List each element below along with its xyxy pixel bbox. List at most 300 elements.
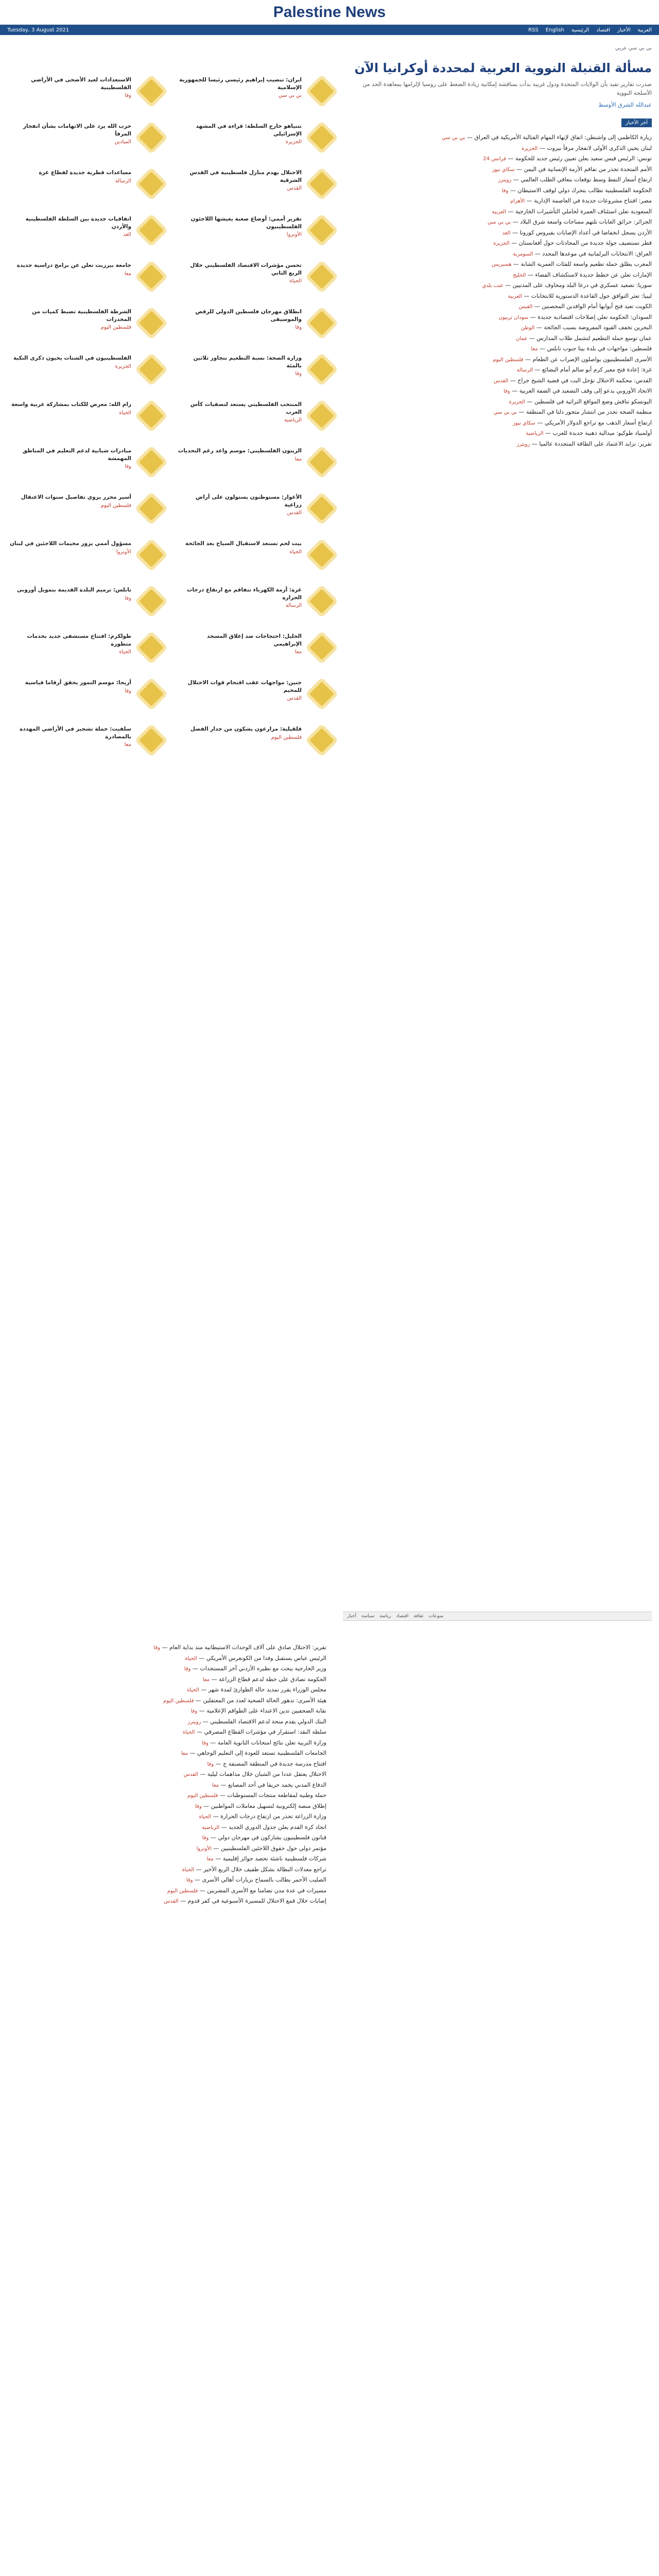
list-item[interactable]: الأمم المتحدة تحذر من تفاقم الأزمة الإنسانية في اليمن — سكاي نيوز	[492, 165, 652, 173]
card-title[interactable]: أريحا: موسم التمور يحقق أرقاما قياسية	[25, 680, 131, 686]
list-item[interactable]: سلطة النقد: استقرار في مؤشرات القطاع المصرفي — الحياة	[182, 1728, 326, 1735]
card-source: الرياضية	[284, 417, 302, 423]
list-item[interactable]: الاتحاد الأوروبي يدعو إلى وقف التصعيد في الضفة الغربية — وفا	[503, 387, 652, 395]
card-text	[7, 76, 131, 98]
tab-item[interactable]: منوعات	[428, 1614, 444, 1619]
card-text	[39, 169, 131, 184]
list-item[interactable]: مؤتمر دولي حول حقوق اللاجئين الفلسطينيين — الأونروا	[196, 1844, 326, 1852]
emblem-icon	[309, 543, 334, 567]
news-source: عنب بلدي	[482, 283, 504, 289]
card-text	[178, 586, 302, 608]
list-item[interactable]: الإمارات تعلن عن خطط جديدة لاستكشاف الفضاء — الخليج	[513, 271, 652, 278]
card-thumbnail[interactable]	[136, 679, 166, 709]
news-card[interactable]	[178, 674, 337, 720]
news-headline[interactable]: مجلس الوزراء يقرر تمديد حالة الطوارئ لمدة شهر	[208, 1686, 326, 1693]
card-text	[17, 262, 131, 277]
news-card[interactable]	[178, 117, 337, 164]
list-item[interactable]: الكويت تعيد فتح أبوابها أمام الوافدين المحصنين — القبس	[518, 303, 652, 310]
card-text	[178, 76, 302, 98]
news-source: الرياضية	[202, 1824, 220, 1831]
news-headline[interactable]: مصر: افتتاح مشروعات جديدة في العاصمة الإدارية	[534, 197, 652, 205]
list-item[interactable]: فلسطين: مواجهات في بلدة بيتا جنوب نابلس — معا	[531, 345, 652, 352]
card-thumbnail[interactable]	[136, 123, 166, 152]
news-source: الرسالة	[516, 367, 533, 374]
news-headline[interactable]: الجزائر: حرائق الغابات تلتهم مساحات واسعة شرق البلاد	[520, 218, 652, 226]
card-source: الميادين	[114, 139, 131, 145]
news-source: الحياة	[185, 1655, 197, 1662]
card-title[interactable]: ايران: تنصيب إبراهيم رئيسي رئيسا للجمهورية الإسلامية	[179, 77, 302, 91]
list-item[interactable]: تونس: الرئيس قيس سعيد يعلن تعيين رئيس جديد للحكومة — فرانس 24	[483, 155, 652, 162]
emblem-icon	[139, 172, 164, 196]
news-headline[interactable]: شركات فلسطينية ناشئة تحصد جوائز إقليمية	[222, 1855, 326, 1862]
card-text	[178, 215, 302, 238]
list-item[interactable]: إصابات خلال قمع الاحتلال للمسيرة الأسبوعية في كفر قدوم — القدس	[164, 1897, 326, 1904]
tab-item[interactable]: أخبار	[347, 1614, 356, 1619]
list-item[interactable]: إطلاق منصة إلكترونية لتسهيل معاملات المواطنين — وفا	[195, 1802, 326, 1809]
card-title[interactable]: الشرطة الفلسطينية تضبط كميات من المخدرات	[32, 309, 131, 323]
news-card[interactable]	[7, 117, 166, 164]
news-source: الرياضية	[526, 431, 544, 437]
list-item[interactable]: زيارة الكاظمي إلى واشنطن: اتفاق لإنهاء المهام القتالية الأمريكية في العراق — بي بي سي	[442, 134, 652, 141]
list-item[interactable]: الرئيس عباس يستقبل وفدا من الكونغرس الأمريكي — الحياة	[185, 1654, 326, 1662]
news-card[interactable]	[178, 581, 337, 628]
list-item[interactable]: عمان توسع حملة التطعيم لتشمل طلاب المدارس — عمان	[516, 334, 652, 342]
news-card[interactable]	[7, 257, 166, 303]
card-thumbnail[interactable]	[307, 725, 337, 755]
news-headline[interactable]: مسيرات في عدة مدن تضامنا مع الأسرى المضربين	[207, 1887, 326, 1894]
news-headline[interactable]: الحكومة تصادق على خطة لدعم قطاع الزراعة	[218, 1675, 326, 1683]
card-source: القدس	[287, 510, 302, 516]
news-headline[interactable]: تراجع معدلات البطالة بشكل طفيف خلال الربع الأخير	[203, 1866, 326, 1873]
news-headline[interactable]: اتحاد كرة القدم يعلن جدول الدوري الجديد	[229, 1823, 326, 1831]
news-source: رويترز	[516, 441, 530, 447]
list-item[interactable]: الحكومة تصادق على خطة لدعم قطاع الزراعة — معا	[202, 1675, 326, 1683]
news-card[interactable]	[178, 396, 337, 442]
card-text	[25, 679, 131, 694]
card-thumbnail[interactable]	[307, 76, 337, 106]
list-item[interactable]: الصليب الأحمر يطالب بالسماح بزيارات أهالي الأسرى — وفا	[186, 1876, 326, 1883]
list-item[interactable]: الجامعات الفلسطينية تستعد للعودة إلى التعليم الوجاهي — معا	[181, 1750, 326, 1756]
card-source: معا	[124, 742, 131, 748]
news-card[interactable]	[178, 349, 337, 396]
list-item[interactable]: اليونسكو تناقش وضع المواقع التراثية في فلسطين — الجزيرة	[509, 398, 652, 405]
news-card[interactable]	[178, 488, 337, 535]
news-source: وفا	[186, 1877, 193, 1883]
list-item[interactable]: ليبيا: تعثر التوافق حول القاعدة الدستورية للانتخابات — العربية	[508, 292, 652, 299]
list-item[interactable]: الدفاع المدني يخمد حريقا في أحد المصانع — معا	[212, 1781, 326, 1788]
card-source: القدس	[287, 696, 302, 702]
card-source: الرسالة	[285, 603, 302, 609]
card-thumbnail[interactable]	[136, 586, 166, 616]
news-card[interactable]	[178, 71, 337, 117]
card-title[interactable]: جنين: مواجهات عقب اقتحام قوات الاحتلال للمخيم	[187, 680, 302, 693]
list-item[interactable]: مجلس الوزراء يقرر تمديد حالة الطوارئ لمدة شهر — الحياة	[187, 1686, 326, 1693]
news-source: الأهرام	[510, 198, 525, 205]
card-title[interactable]: مسؤول أممي يزور مخيمات اللاجئين في لبنان	[9, 540, 131, 547]
list-item[interactable]: اتحاد كرة القدم يعلن جدول الدوري الجديد — الرياضية	[202, 1823, 326, 1831]
card-title[interactable]: الفلسطينيون في الشتات يحيون ذكرى النكبة	[13, 355, 131, 361]
news-card[interactable]	[178, 257, 337, 303]
emblem-icon	[309, 403, 334, 428]
emblem-icon	[139, 125, 164, 150]
card-title[interactable]: مبادرات شبابية لدعم التعليم في المناطق المهمشة	[22, 448, 131, 462]
news-headline[interactable]: الجامعات الفلسطينية تستعد للعودة إلى التعليم الوجاهي	[197, 1750, 326, 1756]
news-headline[interactable]: تونس: الرئيس قيس سعيد يعلن تعيين رئيس جديد للحكومة	[515, 155, 652, 162]
card-title[interactable]: تقرير أممي: أوضاع صعبة يعيشها اللاجئون الفلسطينيون	[190, 216, 302, 230]
news-card[interactable]	[7, 349, 166, 396]
news-card[interactable]	[7, 581, 166, 628]
list-item[interactable]: تراجع معدلات البطالة بشكل طفيف خلال الربع الأخير — الحياة	[182, 1866, 326, 1873]
nav-link[interactable]: الرئيسية	[571, 27, 589, 33]
card-title[interactable]: سلفيت: حملة تشجير في الأراضي المهددة بالمصادرة	[20, 726, 131, 740]
news-headline[interactable]: الأمم المتحدة تحذر من تفاقم الأزمة الإنسانية في اليمن	[524, 165, 652, 173]
tab-item[interactable]: اقتصاد	[396, 1614, 409, 1619]
card-title[interactable]: أسير محرر يروي تفاصيل سنوات الاعتقال	[21, 494, 131, 500]
news-headline[interactable]: العراق: الانتخابات البرلمانية في موعدها المحدد	[542, 250, 652, 257]
news-card[interactable]	[178, 210, 337, 257]
nav-link[interactable]: الأخبار	[617, 27, 631, 33]
tab-item[interactable]: سياسة	[361, 1614, 375, 1619]
card-thumbnail[interactable]	[136, 354, 166, 384]
list-item[interactable]: شركات فلسطينية ناشئة تحصد جوائز إقليمية — معا	[206, 1855, 326, 1862]
news-source: القبس	[518, 304, 533, 310]
news-headline[interactable]: الإمارات تعلن عن خطط جديدة لاستكشاف الفضاء	[535, 271, 652, 278]
news-headline[interactable]: زيارة الكاظمي إلى واشنطن: اتفاق لإنهاء المهام القتالية الأمريكية في العراق	[474, 134, 652, 141]
news-card[interactable]	[178, 164, 337, 210]
card-text	[178, 633, 302, 655]
news-headline[interactable]: تقرير: الاحتلال صادق على آلاف الوحدات الاستيطانية منذ بداية العام	[169, 1644, 326, 1651]
list-item[interactable]: مسيرات في عدة مدن تضامنا مع الأسرى المضربين — فلسطين اليوم	[167, 1887, 326, 1894]
news-headline[interactable]: منظمة الصحة تحذر من انتشار متحور دلتا في المنطقة	[526, 409, 652, 416]
page-title: مسألة القنبلة النووية العربية لمحددة أوكرانيا الآن	[354, 61, 652, 75]
list-item[interactable]: الاحتلال يعتقل عددا من الشبان خلال مداهمات ليلية — القدس	[183, 1771, 326, 1777]
list-item[interactable]: السودان: الحكومة تعلن إصلاحات اقتصادية جديدة — سودان تربيون	[498, 313, 652, 320]
news-headline[interactable]: الدفاع المدني يخمد حريقا في أحد المصانع	[228, 1781, 326, 1788]
card-thumbnail[interactable]	[136, 447, 166, 477]
card-text	[178, 447, 302, 462]
news-card[interactable]	[7, 628, 166, 674]
site-logo[interactable]: Palestine News	[273, 3, 386, 21]
nav-link[interactable]: English	[545, 27, 564, 33]
news-card[interactable]	[178, 303, 337, 349]
nav-link[interactable]: RSS	[528, 27, 539, 33]
card-title[interactable]: المنتخب الفلسطيني يستعد لتصفيات كأس العرب	[190, 401, 302, 415]
news-source: الغد	[502, 230, 511, 236]
breadcrumb[interactable]: بي بي سي عربي	[615, 45, 652, 51]
news-source: بي بي سي	[493, 410, 517, 416]
news-source: السومرية	[513, 251, 533, 257]
list-item[interactable]: القدس: محكمة الاحتلال تؤجل البت في قضية الشيخ جراح — القدس	[493, 377, 652, 384]
card-title[interactable]: حزب الله يرد على الاتهامات بشأن انفجار المرفأ	[23, 123, 131, 137]
top-nav	[0, 25, 659, 35]
news-headline[interactable]: الأسرى الفلسطينيون يواصلون الإضراب عن الطعام	[532, 355, 652, 363]
list-item[interactable]: الحكومة الفلسطينية تطالب بتحرك دولي لوقف الاستيطان — وفا	[501, 187, 652, 194]
card-title[interactable]: وزارة الصحة: نسبة التطعيم تتجاوز ثلاثين بالمئة	[193, 355, 302, 369]
card-thumbnail[interactable]	[307, 123, 337, 152]
card-text	[178, 123, 302, 145]
list-item[interactable]: هيئة الأسرى: تدهور الحالة الصحية لعدد من المعتقلين — فلسطين اليوم	[163, 1697, 326, 1704]
list-item[interactable]: البنك الدولي يقدم منحة لدعم الاقتصاد الفلسطيني — رويترز	[187, 1718, 326, 1725]
emblem-icon	[139, 79, 164, 104]
news-source: هسبريس	[492, 262, 512, 268]
list-item[interactable]: الأردن يسجل انخفاضا في أعداد الإصابات بفيروس كورونا — الغد	[502, 229, 652, 236]
list-item[interactable]: السعودية تعلن استئناف العمرة لحاملي التأشيرات الخارجية — العربية	[492, 208, 652, 215]
card-thumbnail[interactable]	[307, 262, 337, 292]
news-card[interactable]	[7, 674, 166, 720]
emblem-icon	[139, 403, 164, 428]
list-item[interactable]: الأسرى الفلسطينيون يواصلون الإضراب عن الطعام — فلسطين اليوم	[493, 355, 652, 363]
cards-section	[7, 71, 337, 767]
list-item[interactable]: تقرير: الاحتلال صادق على آلاف الوحدات الاستيطانية منذ بداية العام — وفا	[153, 1644, 326, 1651]
tab-item[interactable]: ثقافة	[413, 1614, 424, 1619]
card-text	[17, 586, 131, 601]
card-text	[21, 494, 131, 509]
card-text	[7, 725, 131, 748]
news-headline[interactable]: الرئيس عباس يستقبل وفدا من الكونغرس الأمريكي	[206, 1654, 326, 1662]
list-item[interactable]: منظمة الصحة تحذر من انتشار متحور دلتا في المنطقة — بي بي سي	[493, 409, 652, 416]
nav-links	[528, 27, 652, 33]
card-thumbnail[interactable]	[136, 540, 166, 570]
card-source: بي بي سي	[278, 93, 302, 99]
card-thumbnail[interactable]	[136, 76, 166, 106]
news-headline[interactable]: المغرب يطلق حملة تطعيم واسعة للفئات العمرية الشابة	[521, 261, 652, 268]
news-headline[interactable]: الصليب الأحمر يطالب بالسماح بزيارات أهالي الأسرى	[202, 1876, 326, 1883]
news-headline[interactable]: افتتاح مدرسة جديدة في المنطقة المصنفة ج	[223, 1760, 326, 1767]
list-item[interactable]: المغرب يطلق حملة تطعيم واسعة للفئات العمرية الشابة — هسبريس	[492, 261, 652, 268]
nav-link[interactable]: اقتصاد	[596, 27, 611, 33]
news-headline[interactable]: ارتفاع أسعار الذهب مع تراجع الدولار الأمريكي	[544, 419, 652, 426]
news-source: سكاي نيوز	[492, 166, 515, 173]
card-thumbnail[interactable]	[307, 586, 337, 616]
news-headline[interactable]: وزارة التربية تعلن نتائج امتحانات الثانوية العامة	[217, 1739, 326, 1746]
news-headline[interactable]: الاتحاد الأوروبي يدعو إلى وقف التصعيد في الضفة الغربية	[519, 387, 652, 395]
card-title[interactable]: رام الله: معرض للكتاب بمشاركة عربية واسعة	[11, 401, 131, 408]
list-item[interactable]: قطر تستضيف جولة جديدة من المحادثات حول أفغانستان — الجزيرة	[493, 240, 652, 247]
list-item[interactable]: وزارة التربية تعلن نتائج امتحانات الثانوية العامة — وفا	[202, 1739, 326, 1746]
list-item[interactable]: حملة وطنية لمقاطعة منتجات المستوطنات — فلسطين اليوم	[187, 1792, 326, 1799]
nav-link[interactable]: العربية	[637, 27, 652, 33]
news-source: فلسطين اليوم	[187, 1793, 218, 1799]
news-card[interactable]	[7, 720, 166, 767]
card-title[interactable]: بيت لحم تستعد لاستقبال السياح بعد الجائحة	[185, 540, 302, 547]
card-text	[178, 679, 302, 701]
card-text	[178, 354, 302, 377]
card-thumbnail[interactable]	[136, 262, 166, 292]
card-title[interactable]: الخليل: احتجاجات ضد إغلاق المسجد الإبراهيمي	[206, 633, 302, 647]
card-title[interactable]: نتنياهو خارج السلطة: قراءة في المشهد الإسرائيلي	[196, 123, 302, 137]
news-source: معا	[202, 1676, 210, 1683]
card-title[interactable]: الاحتلال يهدم منازل فلسطينية في القدس الشرقية	[189, 170, 302, 183]
news-headline[interactable]: البحرين تخفف القيود المفروضة بسبب الجائحة	[544, 324, 652, 331]
news-headline[interactable]: نقابة الصحفيين تدين الاعتداء على الطواقم الإعلامية	[206, 1707, 326, 1714]
news-headline[interactable]: قطر تستضيف جولة جديدة من المحادثات حول أفغانستان	[518, 240, 652, 247]
card-source: الحياة	[289, 549, 302, 555]
card-title[interactable]: الزيتون الفلسطيني: موسم واعد رغم التحديات	[178, 448, 302, 454]
news-headline[interactable]: البنك الدولي يقدم منحة لدعم الاقتصاد الفلسطيني	[210, 1718, 326, 1725]
news-card[interactable]	[7, 396, 166, 442]
news-headline[interactable]: إصابات خلال قمع الاحتلال للمسيرة الأسبوعية في كفر قدوم	[187, 1897, 326, 1904]
card-source: معا	[294, 649, 302, 655]
news-headline[interactable]: وزارة الزراعة تحذر من ارتفاع درجات الحرارة	[220, 1813, 326, 1820]
news-headline[interactable]: الكويت تعيد فتح أبوابها أمام الوافدين المحصنين	[542, 303, 652, 310]
article-author[interactable]: عبدالله الشرق الأوسط	[598, 101, 652, 109]
card-title[interactable]: غزة: أزمة الكهرباء تتفاقم مع ارتفاع درجات الحرارة	[186, 587, 302, 601]
news-source: معا	[206, 1856, 214, 1862]
card-title[interactable]: مساعدات قطرية جديدة لقطاع غزة	[39, 170, 131, 176]
card-title[interactable]: قلقيلية: مزارعون يشكون من جدار الفصل	[190, 726, 302, 732]
news-card[interactable]	[178, 442, 337, 488]
news-card[interactable]	[7, 442, 166, 488]
tab-item[interactable]: رياضة	[379, 1614, 391, 1619]
news-card[interactable]	[7, 210, 166, 257]
news-headline[interactable]: هيئة الأسرى: تدهور الحالة الصحية لعدد من المعتقلين	[203, 1697, 326, 1704]
news-headline[interactable]: حملة وطنية لمقاطعة منتجات المستوطنات	[227, 1792, 326, 1799]
news-card[interactable]	[178, 628, 337, 674]
news-headline[interactable]: مؤتمر دولي حول حقوق اللاجئين الفلسطينيين	[220, 1844, 326, 1852]
current-date: Tuesday, 3 August 2021	[7, 27, 70, 33]
news-source: القدس	[183, 1772, 198, 1777]
list-item[interactable]: فنانون فلسطينيون يشاركون في مهرجان دولي — وفا	[202, 1834, 326, 1841]
card-title[interactable]: تحسن مؤشرات الاقتصاد الفلسطيني خلال الربع الثاني	[190, 262, 302, 276]
list-item[interactable]: وزير الخارجية يبحث مع نظيره الأردني آخر المستجدات — وفا	[184, 1665, 326, 1672]
card-source: فلسطين اليوم	[100, 325, 131, 331]
emblem-icon	[309, 496, 334, 521]
card-thumbnail[interactable]	[307, 169, 337, 199]
card-thumbnail[interactable]	[136, 725, 166, 755]
emblem-icon	[139, 450, 164, 474]
card-text	[178, 308, 302, 330]
card-thumbnail[interactable]	[136, 494, 166, 523]
news-headline[interactable]: أولمبياد طوكيو: ميدالية ذهبية جديدة للعرب	[552, 430, 652, 437]
card-title[interactable]: نابلس: ترميم البلدة القديمة بتمويل أوروبي	[16, 587, 131, 593]
news-source: بي بي سي	[442, 135, 465, 141]
news-source: الحياة	[187, 1687, 199, 1693]
news-headline[interactable]: الأردن يسجل انخفاضا في أعداد الإصابات بفيروس كورونا	[519, 229, 652, 236]
list-item[interactable]: الجزائر: حرائق الغابات تلتهم مساحات واسعة شرق البلاد — بي بي سي	[487, 218, 652, 226]
card-thumbnail[interactable]	[307, 308, 337, 338]
news-headline[interactable]: تقرير: تزايد الاعتماد على الطاقة المتجددة عالميا	[539, 440, 652, 447]
card-thumbnail[interactable]	[307, 215, 337, 245]
news-headline[interactable]: الاحتلال يعتقل عددا من الشبان خلال مداهمات ليلية	[207, 1771, 326, 1777]
card-thumbnail[interactable]	[307, 354, 337, 384]
news-headline[interactable]: السعودية تعلن استئناف العمرة لحاملي التأشيرات الخارجية	[515, 208, 652, 215]
news-card[interactable]	[178, 720, 337, 767]
news-headline[interactable]: لبنان يحيي الذكرى الأولى لانفجار مرفأ بيروت	[547, 144, 652, 151]
list-item[interactable]: لبنان يحيي الذكرى الأولى لانفجار مرفأ بيروت — الجزيرة	[521, 144, 652, 151]
card-thumbnail[interactable]	[307, 494, 337, 523]
emblem-icon	[309, 728, 334, 753]
news-source: وفا	[207, 1761, 214, 1767]
card-source: وفا	[295, 371, 302, 377]
news-headline[interactable]: فلسطين: مواجهات في بلدة بيتا جنوب نابلس	[547, 345, 652, 352]
card-title[interactable]: اتفاقيات جديدة بين السلطة الفلسطينية والأردن	[25, 216, 131, 230]
list-item[interactable]: مصر: افتتاح مشروعات جديدة في العاصمة الإدارية — الأهرام	[510, 197, 652, 205]
card-thumbnail[interactable]	[136, 401, 166, 431]
card-thumbnail[interactable]	[307, 540, 337, 570]
card-title[interactable]: الأغوار: مستوطنون يستولون على أراض زراعية	[196, 494, 302, 508]
list-item[interactable]: العراق: الانتخابات البرلمانية في موعدها المحدد — السومرية	[513, 250, 652, 257]
emblem-icon	[309, 589, 334, 614]
card-thumbnail[interactable]	[136, 633, 166, 663]
news-source: الجزيرة	[509, 399, 525, 405]
news-headline[interactable]: الحكومة الفلسطينية تطالب بتحرك دولي لوقف الاستيطان	[517, 187, 652, 194]
list-item[interactable]: نقابة الصحفيين تدين الاعتداء على الطواقم الإعلامية — وفا	[190, 1707, 326, 1714]
news-headline[interactable]: غزة: إعادة فتح معبر كرم أبو سالم أمام البضائع	[542, 366, 652, 374]
card-title[interactable]: الاستعدادات لعيد الأضحى في الأراضي الفلسطينية	[30, 77, 131, 91]
list-item[interactable]: سوريا: تصعيد عسكري في درعا البلد ومخاوف على المدنيين — عنب بلدي	[482, 282, 652, 289]
emblem-icon	[139, 264, 164, 289]
news-source: رويترز	[187, 1719, 201, 1725]
news-card[interactable]	[178, 535, 337, 581]
card-source: الجزيرة	[115, 363, 131, 369]
lower-news	[7, 1642, 326, 1907]
emblem-icon	[309, 79, 334, 104]
list-item[interactable]: وزارة الزراعة تحذر من ارتفاع درجات الحرارة — الحياة	[199, 1813, 326, 1820]
card-thumbnail[interactable]	[307, 401, 337, 431]
list-item[interactable]: البحرين تخفف القيود المفروضة بسبب الجائحة — الوطن	[521, 324, 652, 331]
card-thumbnail[interactable]	[136, 215, 166, 245]
news-headline[interactable]: اليونسكو تناقش وضع المواقع التراثية في فلسطين	[534, 398, 652, 405]
news-source: الحياة	[182, 1730, 195, 1735]
latest-news-badge: آخر الأخبار	[621, 118, 652, 127]
news-card[interactable]	[7, 164, 166, 210]
news-card[interactable]	[7, 303, 166, 349]
card-thumbnail[interactable]	[307, 447, 337, 477]
news-headline[interactable]: وزير الخارجية يبحث مع نظيره الأردني آخر المستجدات	[200, 1665, 326, 1672]
emblem-icon	[309, 264, 334, 289]
news-list	[343, 132, 652, 449]
card-source: الحياة	[119, 649, 131, 655]
emblem-icon	[309, 125, 334, 150]
card-title[interactable]: جامعة بيرزيت تعلن عن برامج دراسية جديدة	[16, 262, 131, 268]
list-item[interactable]: ارتفاع أسعار النفط وسط توقعات بتعافي الطلب العالمي — رويترز	[498, 176, 652, 183]
card-thumbnail[interactable]	[307, 633, 337, 663]
list-item[interactable]: ارتفاع أسعار الذهب مع تراجع الدولار الأمريكي — سكاي نيوز	[513, 419, 652, 426]
site-header	[0, 0, 659, 25]
news-source: رويترز	[498, 177, 512, 183]
news-headline[interactable]: ارتفاع أسعار النفط وسط توقعات بتعافي الطلب العالمي	[521, 176, 652, 183]
card-title[interactable]: انطلاق مهرجان فلسطين الدولي للرقص والموسيقى	[195, 309, 302, 323]
card-text	[7, 633, 131, 655]
card-thumbnail[interactable]	[307, 679, 337, 709]
list-item[interactable]: أولمبياد طوكيو: ميدالية ذهبية جديدة للعرب — الرياضية	[526, 430, 652, 437]
list-item[interactable]: افتتاح مدرسة جديدة في المنطقة المصنفة ج — وفا	[207, 1760, 326, 1767]
news-headline[interactable]: فنانون فلسطينيون يشاركون في مهرجان دولي	[218, 1834, 326, 1841]
news-headline[interactable]: سوريا: تصعيد عسكري في درعا البلد ومخاوف على المدنيين	[512, 282, 652, 289]
card-text	[11, 401, 131, 416]
card-text	[185, 540, 302, 555]
news-headline[interactable]: سلطة النقد: استقرار في مؤشرات القطاع المصرفي	[204, 1728, 326, 1735]
emblem-icon	[139, 589, 164, 614]
news-card[interactable]	[7, 71, 166, 117]
news-headline[interactable]: السودان: الحكومة تعلن إصلاحات اقتصادية جديدة	[537, 313, 652, 320]
list-item[interactable]: غزة: إعادة فتح معبر كرم أبو سالم أمام البضائع — الرسالة	[516, 366, 652, 374]
card-thumbnail[interactable]	[136, 169, 166, 199]
emblem-icon	[139, 311, 164, 335]
card-thumbnail[interactable]	[136, 308, 166, 338]
card-title[interactable]: طولكرم: افتتاح مستشفى جديد بخدمات متطورة	[27, 633, 131, 647]
section-tabs	[343, 1612, 652, 1621]
list-item[interactable]: تقرير: تزايد الاعتماد على الطاقة المتجددة عالميا — رويترز	[516, 440, 652, 447]
news-headline[interactable]: القدس: محكمة الاحتلال تؤجل البت في قضية الشيخ جراح	[517, 377, 652, 384]
news-headline[interactable]: عمان توسع حملة التطعيم لتشمل طلاب المدارس	[536, 334, 652, 342]
news-card[interactable]	[7, 535, 166, 581]
news-headline[interactable]: إطلاق منصة إلكترونية لتسهيل معاملات المواطنين	[211, 1802, 326, 1809]
card-source: الأونروا	[116, 549, 131, 555]
news-card[interactable]	[7, 488, 166, 535]
news-headline[interactable]: ليبيا: تعثر التوافق حول القاعدة الدستورية للانتخابات	[531, 292, 652, 299]
card-source: الغد	[123, 232, 131, 238]
